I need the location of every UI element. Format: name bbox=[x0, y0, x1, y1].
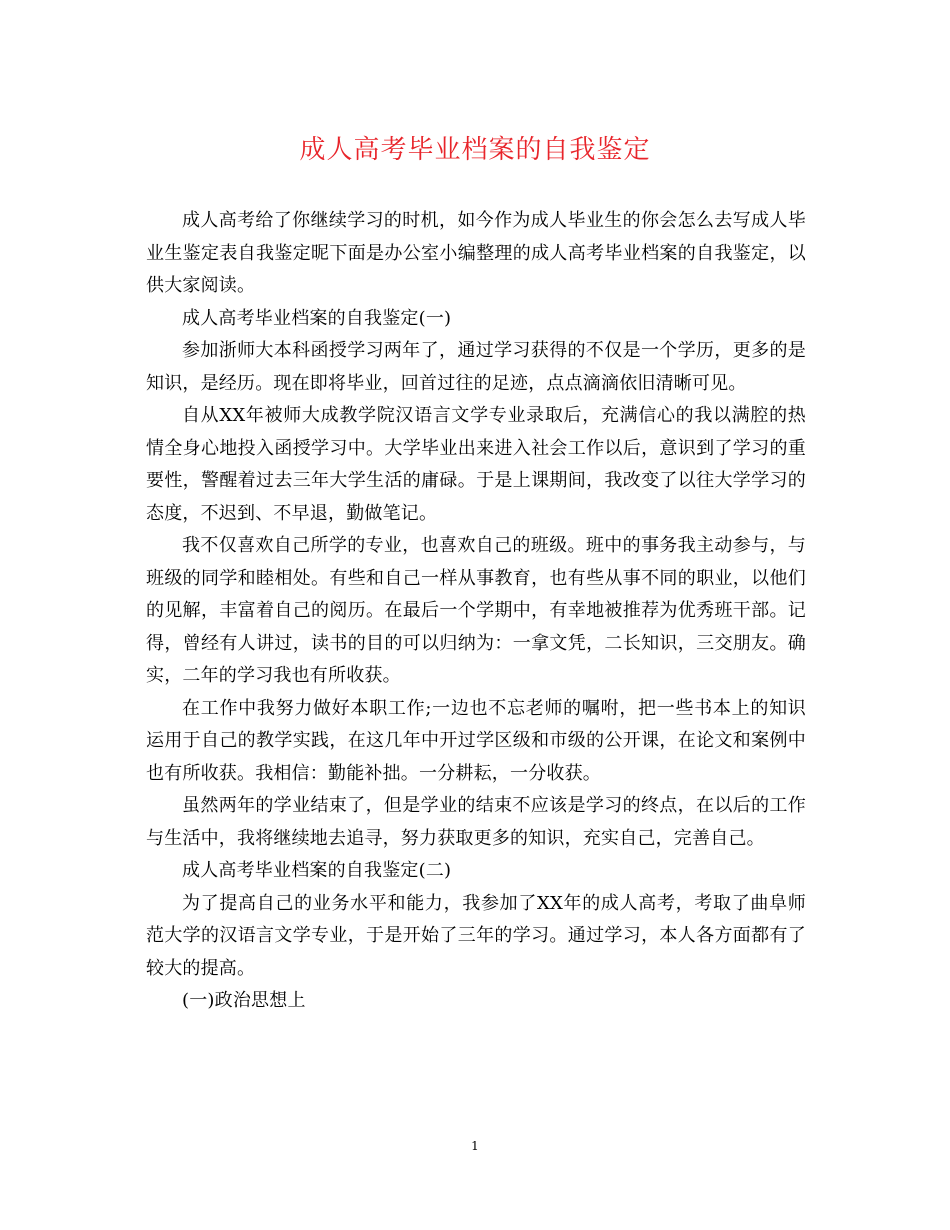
body-paragraph: 在工作中我努力做好本职工作;一边也不忘老师的嘱咐，把一些书本上的知识运用于自己的教学实践，在这几年中开过学区级和市级的公开课，在论文和案例中也有所收获。我相信：勤能补拙。一分耕耘，一分收获。 bbox=[146, 697, 806, 784]
document-title: 成人高考毕业档案的自我鉴定 bbox=[299, 135, 651, 165]
subsection-heading: (一)政治思想上 bbox=[182, 990, 306, 1011]
body-paragraph: 自从XX年被师大成教学院汉语言文学专业录取后，充满信心的我以满腔的热情全身心地投入函授学习中。大学毕业出来进入社会工作以后，意识到了学习的重要性，警醒着过去三年大学生活的庸碌。于是上课期间，我改变了以往大学学习的态度，不迟到、不早退，勤做笔记。 bbox=[146, 405, 806, 524]
body-paragraph: 虽然两年的学业结束了，但是学业的结束不应该是学习的终点，在以后的工作与生活中，我将继续地去追寻，努力获取更多的知识，充实自己，完善自己。 bbox=[146, 795, 806, 849]
section-heading-2: 成人高考毕业档案的自我鉴定(二) bbox=[182, 860, 452, 881]
page-number: 1 bbox=[471, 1139, 479, 1153]
body-paragraph: 参加浙师大本科函授学习两年了，通过学习获得的不仅是一个学历，更多的是知识，是经历。现在即将毕业，回首过往的足迹，点点滴滴依旧清晰可见。 bbox=[146, 340, 806, 394]
section-heading-1: 成人高考毕业档案的自我鉴定(一) bbox=[182, 307, 452, 329]
document-body bbox=[146, 205, 806, 1018]
body-paragraph: 我不仅喜欢自己所学的专业，也喜欢自己的班级。班中的事务我主动参与，与班级的同学和睦相处。有些和自己一样从事教育，也有些从事不同的职业，以他们的见解，丰富着自己的阅历。在最后一个学期中，有幸地被推荐为优秀班干部。记得，曾经有人讲过，读书的目的可以归纳为：一拿文凭，二长知识，三交朋友。确实，二年的学习我也有所收获。 bbox=[146, 535, 806, 686]
body-paragraph: 为了提高自己的业务水平和能力，我参加了XX年的成人高考，考取了曲阜师范大学的汉语言文学专业，于是开始了三年的学习。通过学习，本人各方面都有了较大的提高。 bbox=[146, 892, 806, 979]
intro-paragraph: 成人高考给了你继续学习的时机，如今作为成人毕业生的你会怎么去写成人毕业生鉴定表自我鉴定昵下面是办公室小编整理的成人高考毕业档案的自我鉴定，以供大家阅读。 bbox=[146, 210, 806, 296]
